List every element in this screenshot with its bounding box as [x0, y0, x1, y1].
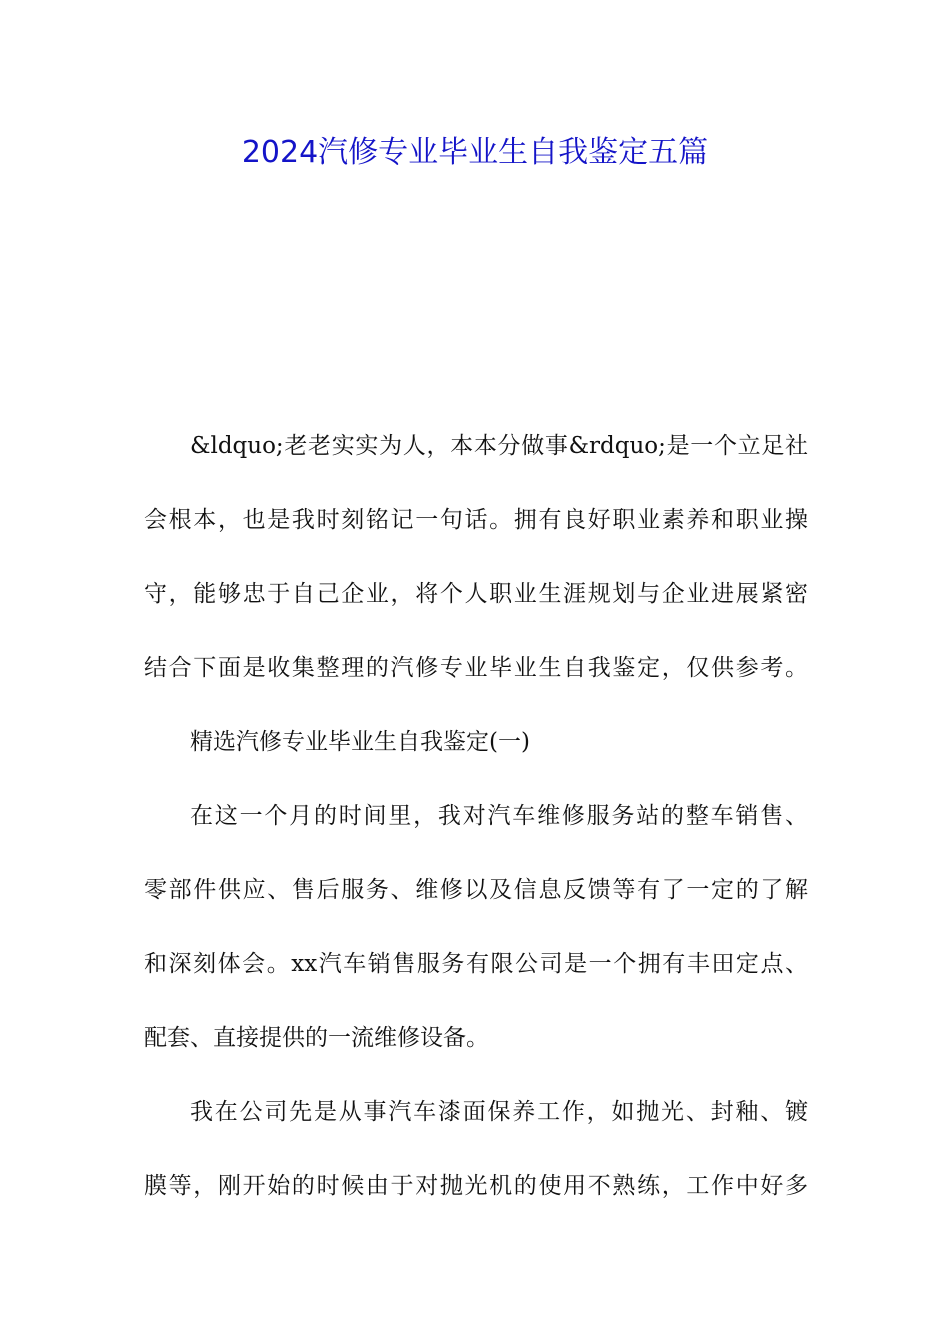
section-heading-text: 精选汽修专业毕业生自我鉴定(一) — [190, 729, 530, 755]
text-line: 和深刻体会。xx汽车销售服务有限公司是一个拥有丰田定点、 — [144, 951, 808, 977]
document-body — [144, 420, 808, 1234]
text-line: 零部件供应、售后服务、维修以及信息反馈等有了一定的了解 — [144, 877, 808, 903]
paragraph-1 — [144, 790, 808, 1086]
text-line: 膜等，刚开始的时候由于对抛光机的使用不熟练，工作中好多 — [144, 1173, 808, 1199]
text-line: 会根本，也是我时刻铭记一句话。拥有良好职业素养和职业操 — [144, 507, 808, 533]
text-line: 我在公司先是从事汽车漆面保养工作，如抛光、封釉、镀 — [190, 1099, 808, 1125]
text-line: &ldquo;老老实实为人，本本分做事&rdquo;是一个立足社 — [190, 433, 808, 459]
text-line: 结合下面是收集整理的汽修专业毕业生自我鉴定，仅供参考。 — [144, 655, 808, 681]
paragraph-intro — [144, 420, 808, 716]
text-line: 在这一个月的时间里，我对汽车维修服务站的整车销售、 — [190, 803, 808, 829]
text-line: 配套、直接提供的一流维修设备。 — [144, 1025, 489, 1051]
paragraph-2 — [144, 1086, 808, 1234]
section-heading — [144, 716, 808, 790]
document-title: 2024汽修专业毕业生自我鉴定五篇 — [241, 135, 709, 170]
text-line: 守，能够忠于自己企业，将个人职业生涯规划与企业进展紧密 — [144, 581, 808, 607]
